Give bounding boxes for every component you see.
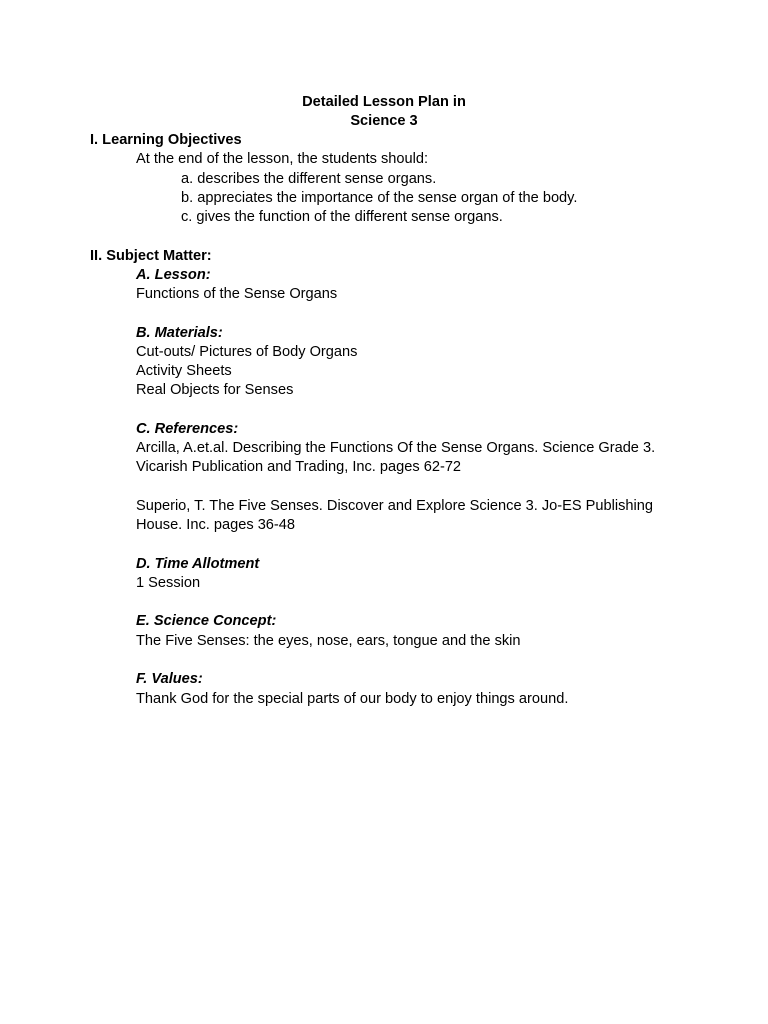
document-title-line-2: Science 3 [350,113,418,129]
time-allotment-text: 1 Session [136,575,201,591]
science-concept-heading: E. Science Concept: [136,613,277,629]
objective-item: b. appreciates the importance of the sense organ of the body. [181,190,578,206]
references-heading: C. References: [136,421,239,437]
lesson-heading: A. Lesson: [136,267,211,283]
reference-1-line-2: Vicarish Publication and Trading, Inc. pages 62-72 [136,459,462,475]
document-title-line-1: Detailed Lesson Plan in [302,94,466,110]
objective-item: a. describes the different sense organs. [181,171,437,187]
section-learning-objectives-heading: I. Learning Objectives [90,132,242,148]
values-heading: F. Values: [136,671,203,687]
objective-item: c. gives the function of the different sense organs. [181,209,503,225]
material-item: Real Objects for Senses [136,382,294,398]
reference-2-line-1: Superio, T. The Five Senses. Discover and Explore Science 3. Jo-ES Publishing [136,498,653,514]
materials-heading: B. Materials: [136,325,223,341]
values-text: Thank God for the special parts of our body to enjoy things around. [136,691,569,707]
time-allotment-heading: D. Time Allotment [136,556,260,572]
objectives-intro: At the end of the lesson, the students should: [136,151,429,167]
reference-1-line-1: Arcilla, A.et.al. Describing the Functions Of the Sense Organs. Science Grade 3. [136,440,656,456]
material-item: Cut-outs/ Pictures of Body Organs [136,344,358,360]
science-concept-text: The Five Senses: the eyes, nose, ears, tongue and the skin [136,633,521,649]
material-item: Activity Sheets [136,363,232,379]
lesson-text: Functions of the Sense Organs [136,286,338,302]
section-subject-matter-heading: II. Subject Matter: [90,248,212,264]
reference-2-line-2: House. Inc. pages 36-48 [136,517,296,533]
